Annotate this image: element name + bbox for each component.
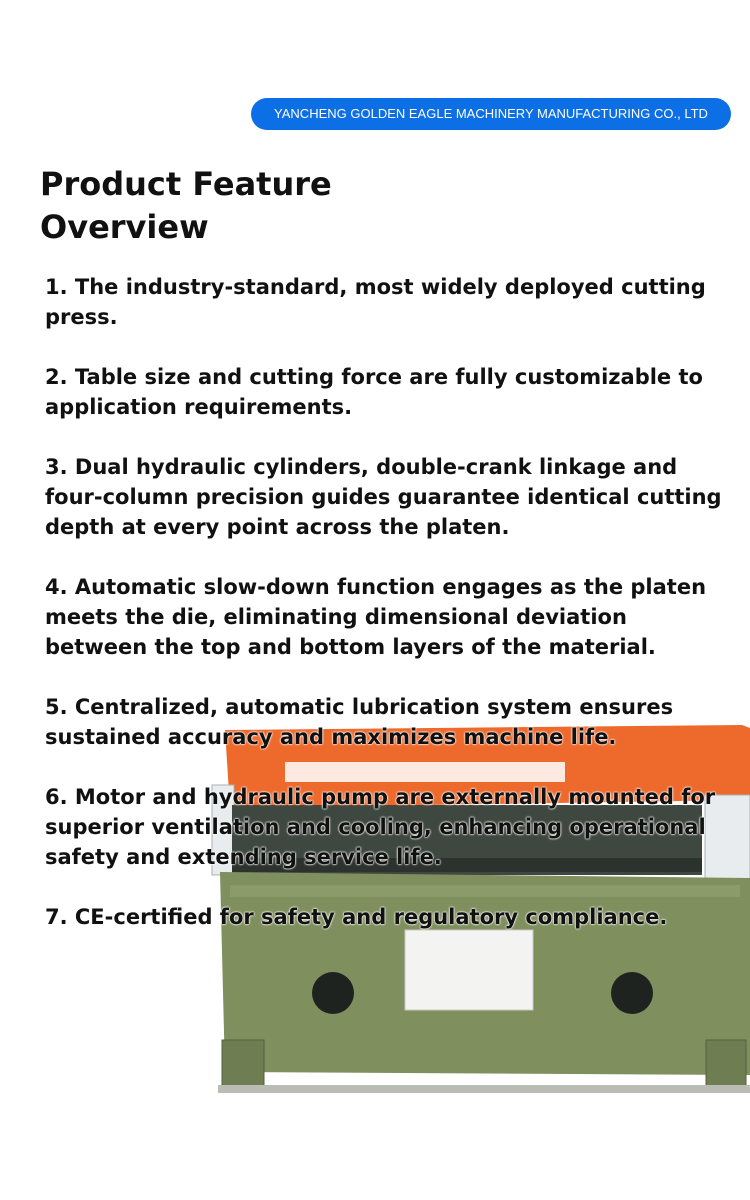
- feature-item-3: 3. Dual hydraulic cylinders, double-crank linkage and four-column precision guides guarantee identical cutting depth at every point across the platen.: [45, 455, 722, 539]
- page-title: Product Feature Overview: [40, 165, 332, 246]
- feature-item-1: 1. The industry-standard, most widely deployed cutting press.: [45, 275, 706, 329]
- feature-item-5: 5. Centralized, automatic lubrication system ensures sustained accuracy and maximizes machine life.: [45, 695, 674, 749]
- company-banner: YANCHENG GOLDEN EAGLE MACHINERY MANUFACTURING CO., LTD: [251, 98, 731, 130]
- right-port-hole: [611, 972, 653, 1014]
- right-foot: [706, 1040, 746, 1092]
- left-foot: [222, 1040, 264, 1092]
- base-shadow: [218, 1085, 750, 1093]
- left-port-hole: [312, 972, 354, 1014]
- feature-item-6: 6. Motor and hydraulic pump are externally mounted for superior ventilation and cooling, enhancing operational safety and extending service life.: [45, 785, 716, 869]
- feature-item-7: 7. CE-certified for safety and regulatory compliance.: [45, 905, 668, 929]
- feature-list: [45, 272, 735, 962]
- feature-item-4: 4. Automatic slow-down function engages as the platen meets the die, eliminating dimensional deviation between the top and bottom layers of the material.: [45, 575, 707, 659]
- feature-item-2: 2. Table size and cutting force are fully customizable to application requirements.: [45, 365, 703, 419]
